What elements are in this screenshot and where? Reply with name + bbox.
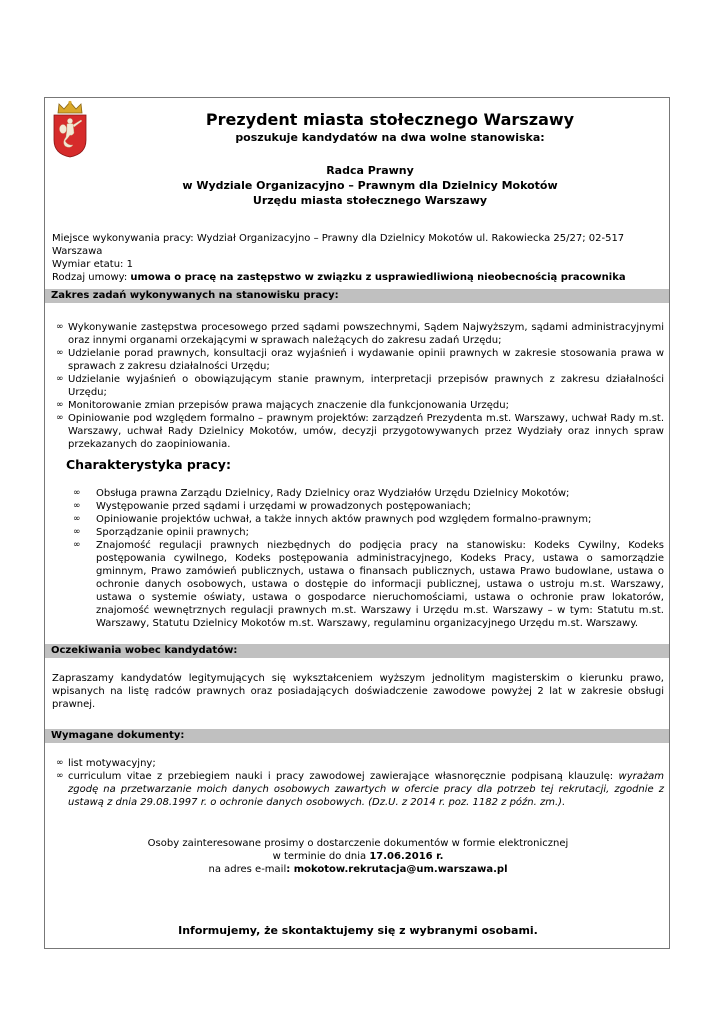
- infinity-bullet-icon: ∞: [73, 540, 81, 550]
- contract-type: [52, 271, 664, 284]
- contract-label: Rodzaj umowy:: [52, 272, 131, 283]
- crown-icon: [58, 101, 82, 113]
- section-header-dokumenty: Wymagane dokumenty:: [45, 729, 669, 743]
- contact-line-2: w terminie do dnia 17.06.2016 r.: [272, 851, 444, 862]
- infinity-bullet-icon: ∞: [56, 771, 64, 781]
- work-place: Miejsce wykonywania pracy: Wydział Organizacyjno – Prawny dla Dzielnicy Mokotów ul. Rakowiecka 25/27; 02-517 Warszawa: [52, 233, 625, 257]
- section-header-oczekiwania: Oczekiwania wobec kandydatów:: [45, 644, 669, 658]
- infinity-bullet-icon: ∞: [56, 348, 64, 358]
- list-item: ∞ Udzielanie wyjaśnień o obowiązującym stanie prawnym, interpretacji przepisów prawnych z zakresu działalności Urzędu;: [56, 374, 664, 398]
- list-item: ∞ list motywacyjny;: [56, 758, 156, 769]
- infinity-bullet-icon: ∞: [56, 758, 64, 768]
- infinity-bullet-icon: ∞: [56, 413, 64, 423]
- infinity-bullet-icon: ∞: [56, 374, 64, 384]
- consent-clause: wyrażam zgodę na przetwarzanie moich danych osobowych zawartych w ofercie pracy dla potrzeb tej rekrutacji, zgodnie z ustawą z dnia 29.08.1997 r. o ochronie danych osobowych. (Dz.U. z 2014 r. poz. 1182 z późn. zm.).: [68, 771, 664, 808]
- job-info: [52, 232, 664, 284]
- infinity-bullet-icon: ∞: [56, 400, 64, 410]
- contact-email: : mokotow.rekrutacja@um.warszawa.pl: [286, 864, 508, 875]
- dokumenty-list: [56, 757, 664, 809]
- list-item: ∞ Obsługa prawna Zarządu Dzielnicy, Rady Dzielnicy oraz Wydziałów Urzędu Dzielnicy Mokotów;: [73, 488, 570, 499]
- position-department: w Wydziale Organizacyjno – Prawnym dla Dzielnicy Mokotów: [182, 179, 558, 192]
- position-title: Radca Prawny: [326, 164, 414, 177]
- charakterystyka-list: [56, 487, 664, 630]
- work-hours: Wymiar etatu: 1: [52, 259, 133, 270]
- contact-line-3: na adres e-mail: mokotow.rekrutacja@um.warszawa.pl: [208, 864, 508, 875]
- section-heading-charakterystyka: Charakterystyka pracy:: [66, 457, 231, 472]
- zakres-list: [56, 321, 664, 451]
- closing-note: Informujemy, że skontaktujemy się z wybranymi osobami.: [178, 924, 538, 937]
- position-office: Urzędu miasta stołecznego Warszawy: [252, 194, 488, 207]
- contact-block: [52, 837, 664, 876]
- infinity-bullet-icon: ∞: [56, 322, 64, 332]
- requirements-text: Zapraszamy kandydatów legitymujących się wykształceniem wyższym jednolitym magisterskim o kierunku prawo, wpisanych na listę radców prawnych oraz posiadających doświadczenie zawodowe powyżej 2 lat w zakresie obsługi prawnej.: [52, 673, 664, 710]
- list-item: ∞ Wykonywanie zastępstwa procesowego przed sądami powszechnymi, Sądem Najwyższym, sądami administracyjnymi oraz innymi organami orzekającymi w sprawach należących do zakresu zadań Urzędu;: [56, 322, 664, 346]
- list-item: ∞ Opiniowanie projektów uchwał, a także innych aktów prawnych pod względem formalno-prawnym;: [73, 514, 592, 525]
- list-item: ∞ Sporządzanie opinii prawnych;: [73, 527, 250, 538]
- contract-value: umowa o pracę na zastępstwo w związku z usprawiedliwioną nieobecnością pracownika: [130, 272, 626, 283]
- list-item: ∞ Udzielanie porad prawnych, konsultacji oraz wyjaśnień i wydawanie opinii prawnych w zakresie stosowania prawa w sprawach z zakresu działalności Urzędu;: [56, 348, 664, 372]
- section-header-zakres: Zakres zadań wykonywanych na stanowisku pracy:: [45, 289, 669, 303]
- infinity-bullet-icon: ∞: [73, 514, 81, 524]
- page-subtitle: poszukuje kandydatów na dwa wolne stanowiska:: [235, 131, 545, 144]
- infinity-bullet-icon: ∞: [73, 527, 81, 537]
- infinity-bullet-icon: ∞: [73, 501, 81, 511]
- list-item: ∞ Monitorowanie zmian przepisów prawa mających znaczenie dla funkcjonowania Urzędu;: [56, 400, 509, 411]
- list-item: ∞ curriculum vitae z przebiegiem nauki i pracy zawodowej zawierające własnoręcznie podpisaną klauzulę: wyrażam zgodę na przetwarzanie moich danych osobowych zawartych w ofercie pracy dla potrzeb tej rekrutacji, zgodnie z ustawą z dnia 29.08.1997 r. o ochronie danych osobowych. (Dz.U. z 2014 r. poz. 1182 z późn. zm.).: [56, 771, 664, 808]
- contact-line-1: Osoby zainteresowane prosimy o dostarczenie dokumentów w formie elektronicznej: [147, 838, 569, 849]
- deadline-date: 17.06.2016 r.: [369, 851, 444, 862]
- infinity-bullet-icon: ∞: [73, 488, 81, 498]
- list-item: ∞ Występowanie przed sądami i urzędami w prowadzonych postępowaniach;: [73, 501, 471, 512]
- page-title: Prezydent miasta stołecznego Warszawy: [205, 110, 575, 129]
- list-item: ∞ Opiniowanie pod względem formalno – prawnym projektów: zarządzeń Prezydenta m.st. Warszawy, uchwał Rady m.st. Warszawy, uchwał Rady Dzielnicy Mokotów, umów, decyzji przygotowywanych przez Wydziały oraz innych spraw przekazanych do zaopiniowania.: [56, 413, 664, 450]
- warsaw-crest-logo: [50, 100, 90, 158]
- list-item: ∞ Znajomość regulacji prawnych niezbędnych do podjęcia pracy na stanowisku: Kodeks Cywilny, Kodeks postępowania cywilnego, Kodeks postępowania administracyjnego, Kodeks Pracy, ustawa o samorządzie gminnym, Prawo zamówień publicznych, ustawa o finansach publicznych, ustawa Prawo budowlane, ustawa o ochronie danych osobowych, ustawa o dostępie do informacji publicznej, ustawa o ustroju m.st. Warszawy, ustawa o systemie oświaty, ustawa o gospodarce nieruchomościami, ustawa o ochronie praw lokatorów, znajomość wewnętrznych regulacji prawnych m.st. Warszawy i Urzędu m.st. Warszawy – w tym: Statutu m.st. Warszawy, Statutu Dzielnicy Mokotów m.st. Warszawy, regulaminu organizacyjnego Urzędu m.st. Warszawy.: [73, 540, 664, 629]
